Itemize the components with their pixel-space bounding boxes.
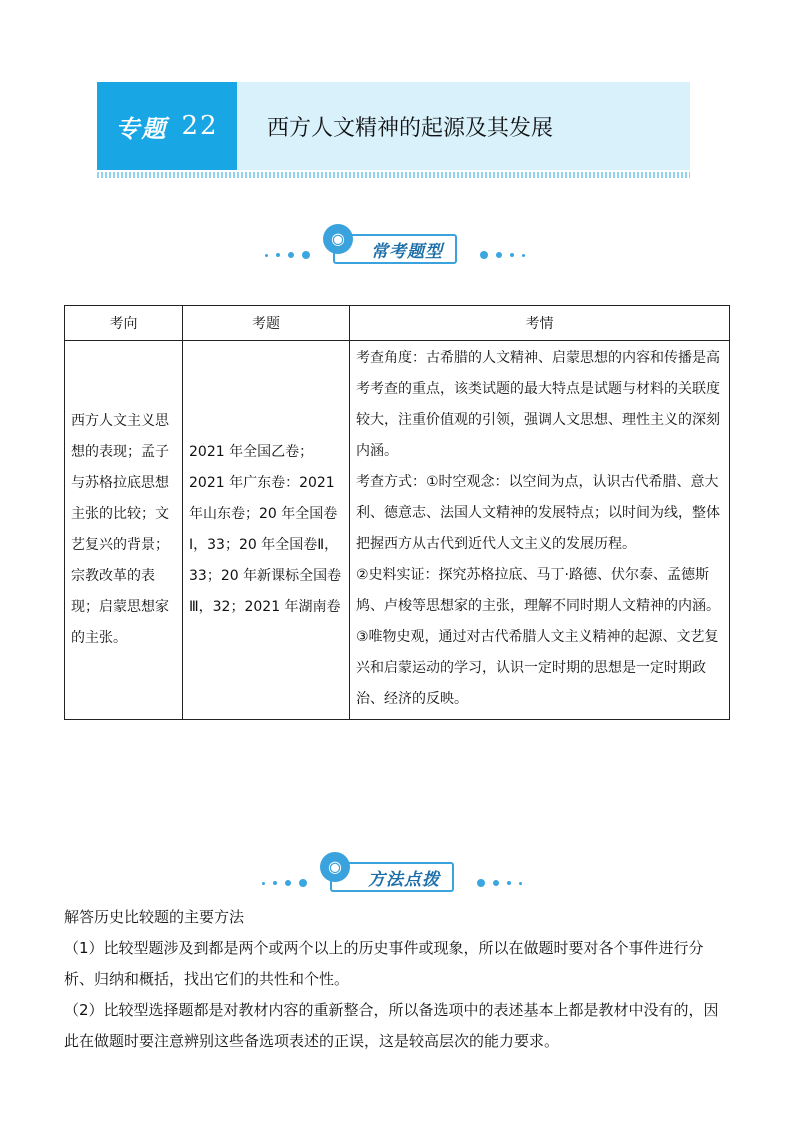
page-title-text: 西方人文精神的起源及其发展 — [267, 115, 554, 141]
decorative-dots-left — [262, 879, 307, 887]
method-item: （2）比较型选择题都是对教材内容的重新整合，所以备选项中的表述基本上都是教材中没有的，因此在做题时要注意辨别这些备选项表述的正误，这是较高层次的能力要求。 — [64, 1001, 719, 1050]
topic-tag — [97, 82, 237, 170]
section-title-method: 方法点拨 — [330, 862, 454, 892]
page-title — [237, 82, 690, 170]
analysis-paragraph: 考查角度：古希腊的人文精神、启蒙思想的内容和传播是高考考查的重点，该类试题的最大特点是试题与材料的关联度较大，注重价值观的引领，强调人文思想、理性主义的深刻内涵。 — [356, 350, 720, 459]
col-header-questions: 考题 — [183, 306, 350, 341]
decorative-dots-right — [477, 879, 522, 887]
analysis-paragraph: ③唯物史观，通过对古代希腊人文主义精神的起源、文艺复兴和启蒙运动的学习，认识一定时期的思想是一定时期政治、经济的反映。 — [356, 629, 719, 707]
cell-analysis — [350, 341, 730, 720]
method-heading: 解答历史比较题的主要方法 — [64, 908, 245, 926]
cell-direction: 西方人文主义思想的表现；孟子与苏格拉底思想主张的比较；文艺复兴的背景；宗教改革的表现；启蒙思想家的主张。 — [65, 341, 183, 720]
method-item: （1）比较型题涉及到都是两个或两个以上的历史事件或现象，所以在做题时要对各个事件进行分析、归纳和概括，找出它们的共性和个性。 — [64, 939, 704, 988]
analysis-paragraph: 考查方式：①时空观念：以空间为点，认识古代希腊、意大利、德意志、法国人文精神的发展特点；以时间为线，整体把握西方从古代到近代人文主义的发展历程。 — [356, 474, 720, 552]
section-badge-common — [265, 224, 525, 272]
col-header-analysis: 考情 — [350, 306, 730, 341]
eye-icon: ◉ — [323, 224, 353, 254]
topic-number: 22 — [181, 111, 219, 141]
analysis-paragraph: ②史料实证：探究苏格拉底、马丁·路德、伏尔泰、孟德斯鸠、卢梭等思想家的主张，理解不同时期人文精神的内涵。 — [356, 567, 720, 614]
table-row — [65, 341, 730, 720]
exam-table — [64, 305, 730, 720]
section-title-common: 常考题型 — [333, 234, 457, 264]
topic-banner — [97, 82, 690, 170]
eye-icon: ◉ — [320, 852, 350, 882]
col-header-direction: 考向 — [65, 306, 183, 341]
method-content — [64, 902, 730, 1057]
decorative-dots-left — [265, 251, 310, 259]
section-badge-method — [262, 852, 522, 900]
topic-tag-label: 专题 — [115, 113, 168, 143]
decorative-dots-right — [480, 251, 525, 259]
banner-divider — [97, 172, 690, 178]
cell-questions: 2021 年全国乙卷；2021 年广东卷：2021 年山东卷；20 年全国卷Ⅰ，33；20 年全国卷Ⅱ，33；20 年新课标全国卷Ⅲ，32；2021 年湖南卷 — [183, 341, 350, 720]
table-header-row — [65, 306, 730, 341]
